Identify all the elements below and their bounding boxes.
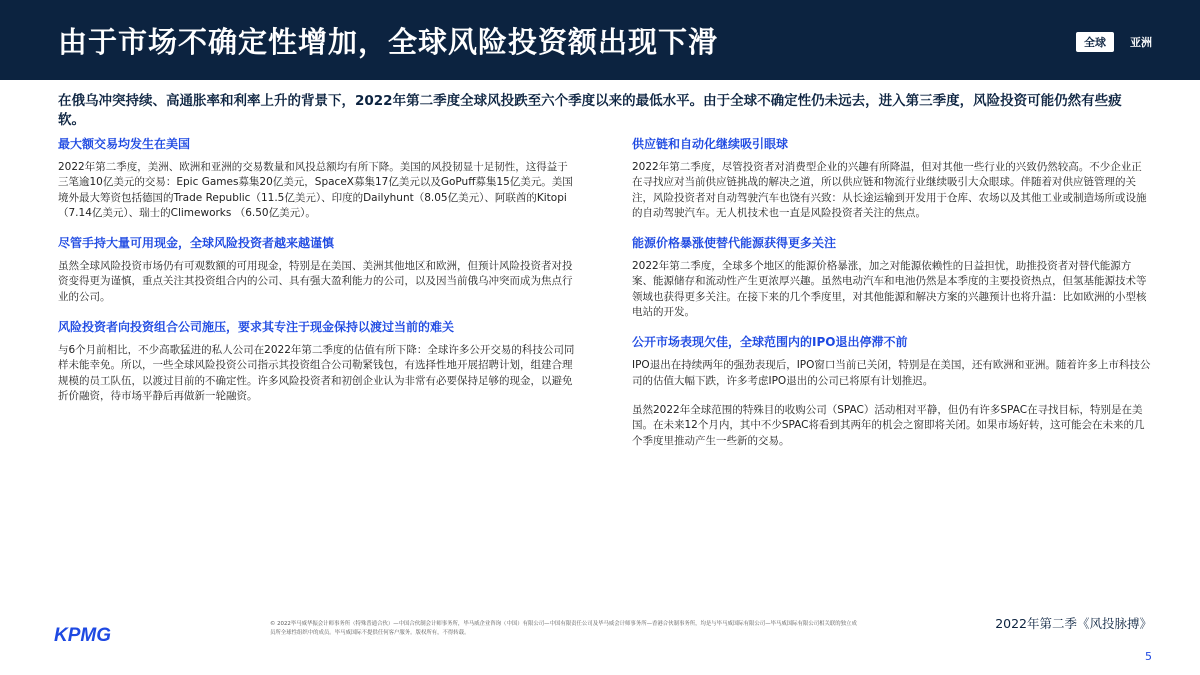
tab-asia[interactable]: 亚洲 bbox=[1130, 36, 1152, 49]
section-body-spac: 虽然2022年全球范围的特殊目的收购公司（SPAC）活动相对平静，但仍有许多SPAC在寻找目标，特别是在美国。在未来12个月内，其中不少SPAC将看到其两年的机会之窗即将关闭。如果市场好转，这可能会在未来的几个季度里推动产生一些新的交易。 bbox=[632, 403, 1145, 447]
section-heading-cautious-investors: 尽管手持大量可用现金，全球风险投资者越来越谨慎 bbox=[58, 236, 335, 251]
lead-summary: 在俄乌冲突持续、高通胀率和利率上升的背景下，2022年第二季度全球风投跌至六个季度以来的最低水平。由于全球不确定性仍未远去，进入第三季度，风险投资可能仍然有些疲软。 bbox=[58, 93, 1122, 128]
footer-legal-text: © 2022毕马威华振会计师事务所（特殊普通合伙）—中国合伙制会计师事务所，毕马威企业咨询（中国）有限公司—中国有限责任公司及毕马威会计师事务所—香港合伙制事务所，均是与毕马威国际有限公司—毕马威国际有限公司相关联的独立成员所全球性组织中的成员。毕马威国际不提供任何客户服务。版权所有，不得转载。 bbox=[270, 621, 857, 636]
right-column bbox=[632, 136, 1152, 459]
section-body-cash-preservation: 与6个月前相比，不少高歌猛进的私人公司在2022年第二季度的估值有所下降：全球许多公开交易的科技公司同样未能幸免。所以，一些全球风险投资公司指示其投资组合公司勒紧钱包，有选择性地开展招聘计划，组建合理规模的员工队伍，以渡过目前的不确定性。许多风险投资者和初创企业认为非常有必要保持足够的现金，以避免折价融资，待市场平静后再做新一轮融资。 bbox=[58, 344, 575, 402]
section-heading-supply-chain: 供应链和自动化继续吸引眼球 bbox=[632, 137, 789, 151]
section-body-alt-energy: 2022年第二季度，全球多个地区的能源价格暴涨，加之对能源依赖性的日益担忧，助推投资者对替代能源方案、能源储存和流动性产生更浓厚兴趣。虽然电动汽车和电池仍然是本季度的主要投资热点，但氢基能源技术等领域也获得更多关注。在接下来的几个季度里，对其他能源和解决方案的兴趣预计也将升温：比如欧洲的小型核电站的开发。 bbox=[632, 260, 1147, 319]
kpmg-logo: KPMG bbox=[54, 625, 111, 646]
section-heading-alt-energy: 能源价格暴涨使替代能源获得更多关注 bbox=[632, 236, 837, 251]
page-title: 由于市场不确定性增加，全球风险投资额出现下滑 bbox=[58, 25, 719, 59]
header-bar bbox=[0, 0, 1200, 80]
tab-global[interactable]: 全球 bbox=[1076, 32, 1114, 52]
section-body-supply-chain: 2022年第二季度，尽管投资者对消费型企业的兴趣有所降温，但对其他一些行业的兴致仍然较高。不少企业正在寻找应对当前供应链挑战的解决之道，所以供应链和物流行业继续吸引大众眼球。伴随着对供应链管理的关注，风险投资者对自动驾驶汽车也饶有兴致：从长途运输到开发用于仓库、农场以及其他工业或制造场所或设施的自动驾驶汽车。无人机技术也一直是风险投资者关注的焦点。 bbox=[632, 161, 1147, 219]
publication-title: 2022年第二季《风投脉搏》 bbox=[995, 616, 1152, 631]
page-number: 5 bbox=[1145, 650, 1152, 663]
section-body-ipo-exits: IPO退出在持续两年的强劲表现后，IPO窗口当前已关闭，特别是在美国，还有欧洲和亚洲。随着许多上市科技公司的估值大幅下跌，许多考虑IPO退出的公司已将原有计划推迟。 bbox=[632, 359, 1151, 387]
section-body-cautious-investors: 虽然全球风险投资市场仍有可观数额的可用现金，特别是在美国、美洲其他地区和欧洲，但预计风险投资者对投资变得更为谨慎，重点关注其投资组合内的公司、具有强大盈利能力的公司，以及因当前俄乌冲突而成为焦点行业的公司。 bbox=[58, 260, 573, 303]
section-body-us-deals: 2022年第二季度，美洲、欧洲和亚洲的交易数量和风投总额均有所下降。美国的风投韧显十足韧性，这得益于三笔逾10亿美元的交易：Epic Games募集20亿美元，SpaceX募集17亿美元以及GoPuff募集15亿美元。美国境外最大筹资包括德国的Trade Republic（11.5亿美元）、印度的Dailyhunt（8.05亿美元）、阿联酋的Kitopi（7.14亿美元）、瑞士的Climeworks （6.50亿美元）。 bbox=[58, 161, 573, 219]
left-column bbox=[58, 136, 578, 414]
section-heading-cash-preservation: 风险投资者向投资组合公司施压，要求其专注于现金保持以渡过当前的难关 bbox=[58, 320, 455, 335]
section-heading-us-deals: 最大额交易均发生在美国 bbox=[58, 137, 191, 151]
section-heading-ipo-exits: 公开市场表现欠佳，全球范围内的IPO退出停滞不前 bbox=[632, 335, 908, 350]
region-tabs bbox=[1076, 32, 1152, 52]
